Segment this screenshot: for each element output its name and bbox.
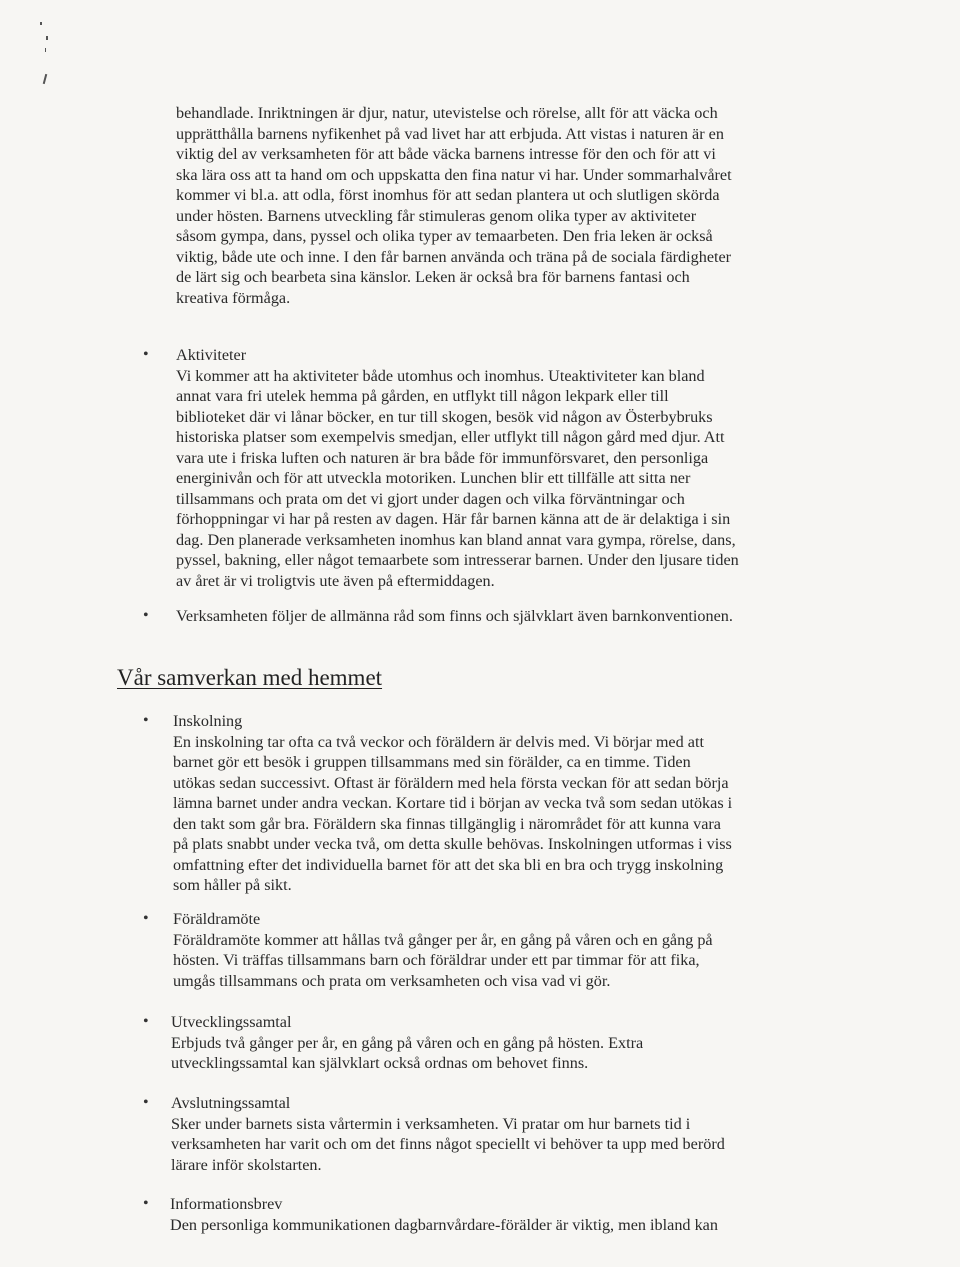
text-line: av året är vi troligtvis ute även på eftermiddagen. [176,571,495,590]
inskolning-title: Inskolning [173,712,243,730]
scan-speck [43,74,48,84]
text-line: viktig, både ute och inne. I den får barnen använda och träna på de sociala färdigheter [176,247,732,266]
scan-speck [46,36,48,40]
text-line: omfattning efter det individuella barnet för att det ska bli en bra och trygg inskolning [173,855,724,874]
foraldramote-section [173,909,853,991]
text-line: utvecklingssamtal kan självklart också ordnas om behovet finns. [171,1054,589,1072]
avslutningssamtal-title: Avslutningssamtal [171,1094,291,1112]
text-line: lärare inför skolstarten. [171,1155,322,1174]
text-line: Den personliga kommunikationen dagbarnvårdare-förälder är viktig, men ibland kan [170,1215,718,1234]
utvecklingssamtal-section [171,1012,851,1074]
text-line: Sker under barnets sista vårtermin i verksamheten. Vi pratar om hur barnets tid i [171,1114,691,1133]
text-line: som håller på sikt. [173,876,292,894]
foraldramote-title: Föräldramöte [173,910,261,928]
text-line: under hösten. Barnens utveckling får stimuleras genom olika typer av aktiviteter [176,206,697,225]
text-line: tillsammans och prata om det vi gjort under dagen och vilka förväntningar och [176,489,685,508]
utvecklingssamtal-title: Utvecklingssamtal [171,1013,292,1031]
text-line: Vi kommer att ha aktiviteter både utomhus och inomhus. Uteaktiviteter kan bland [176,366,705,385]
text-line: på plats snabbt under vecka två, om detta skulle behövas. Inskolningen utformas i viss [173,835,732,853]
bullet-marker: • [143,712,149,729]
text-line: Erbjuds två gånger per år, en gång på våren och en gång på hösten. Extra [171,1033,644,1052]
text-line: pyssel, bakning, eller något temaarbete som intresserar barnen. Under den ljusare tiden [176,551,739,569]
text-line: såsom gympa, dans, pyssel och olika typer av temaarbeten. Den fria leken är också [176,227,713,245]
text-line: lämna barnet under andra veckan. Kortare tid i början av vecka två som sedan utökas i [173,794,733,812]
bullet-marker: • [143,346,149,363]
text-line: vara ute i friska luften och naturen är bra både för immunförsvaret, den personliga [176,448,709,467]
text-line: upprätthålla barnens nyfikenhet på vad livet har att erbjuda. Att vistas i naturen är en [176,124,724,143]
text-line: behandlade. Inriktningen är djur, natur, utevistelse och rörelse, allt för att väcka och [176,104,718,122]
text-line: historiska platser som exempelvis smedjan, eller utflykt till någon gård med djur. Att [176,428,725,446]
text-line: dag. Den planerade verksamheten inomhus kan bland annat vara gympa, rörelse, dans, [176,530,736,549]
text-line: En inskolning tar ofta ca två veckor och föräldern är delvis med. Vi börjar med att [173,732,704,751]
text-line: ska lära oss att ta hand om och uppskatta den fina natur vi har. Under sommarhalvåret [176,165,732,184]
avslutningssamtal-section [171,1093,851,1175]
scan-speck [40,22,42,25]
scan-speck [45,48,46,52]
guidelines-item [176,606,856,627]
text-line: annat vara fri utelek hemma på gården, en utflykt till någon lekpark eller till [176,387,669,405]
text-line: förhoppningar vi har på resten av dagen. Här får barnen känna att de är delaktiga i sin [176,510,731,528]
text-line: kommer vi bl.a. att odla, först inomhus för att sedan plantera ut och slutligen skörda [176,186,720,204]
activities-section [176,345,856,591]
text-line: umgås tillsammans och prata om verksamheten och visa vad vi gör. [173,971,611,990]
text-line: viktig del av verksamheten för att både väcka barnens intresse för den och för att vi [176,145,716,163]
text-line: Verksamheten följer de allmänna råd som finns och självklart även barnkonventionen. [176,607,733,625]
activities-title: Aktiviteter [176,346,247,364]
text-line: den takt som går bra. Föräldern ska finnas tillgänglig i närområdet för att kunna vara [173,814,721,833]
informationsbrev-section [170,1194,850,1235]
text-line: Föräldramöte kommer att hållas två gånger per år, en gång på våren och en gång på [173,930,713,949]
intro-paragraph [176,103,856,308]
bullet-marker: • [143,1195,149,1212]
text-line: barnet gör ett besök i gruppen tillsammans med sin förälder, ca en timme. Tiden [173,753,691,771]
text-line: biblioteket där vi lånar böcker, en tur till skogen, besök vid någon av Österbybruks [176,407,713,426]
text-line: kreativa förmåga. [176,288,291,307]
bullet-marker: • [143,1094,149,1111]
bullet-marker: • [143,910,149,927]
text-line: utökas sedan successivt. Oftast är föräldern med hela första veckan för att sedan börja [173,773,729,792]
text-line: hösten. Vi träffas tillsammans barn och föräldrar under ett par timmar för att fika, [173,951,700,969]
bullet-marker: • [143,1013,149,1030]
bullet-marker: • [143,607,149,624]
informationsbrev-title: Informationsbrev [170,1195,283,1213]
section-heading: Vår samverkan med hemmet [117,665,383,690]
text-line: energinivån och för att utveckla motoriken. Lunchen blir ett tillfälle att sitta ner [176,469,691,487]
text-line: verksamheten har varit och om det finns något speciellt vi behöver ta upp med berörd [171,1135,725,1153]
text-line: de lärt sig och bearbeta sina känslor. Leken är också bra för barnens fantasi och [176,268,690,286]
inskolning-section [173,711,853,896]
